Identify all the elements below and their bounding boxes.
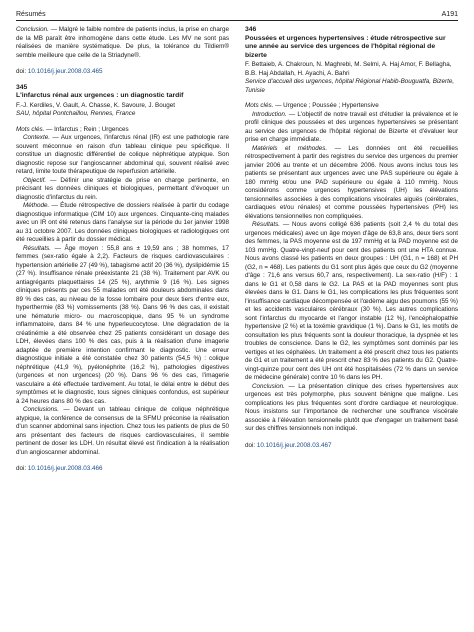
materiels-text: — Les données ont été recueillies rétrospectivement à partir des registres du service des urgences du premier janvier 2006 au trente et un décembre 2006. Nous avons inclus tous les patients se présentant aux urgences avec une PAS supérieure ou égale à 180 mmHg et/ou une PAD supérieure ou égale à 110 mmHg. Nous considérons comme urgences hypertensives (UH) les élévations tensionnelles associées à des complications viscérales aiguës (cérébrales, cardiaques et/ou rénales) et comme poussées hypertensives (PH) les élévations tensionnelles non compliquées. xyxy=(245,144,459,220)
contexte-text: — Aux urgences, l'infarctus rénal (IR) est une pathologie rare souvent méconnue en raison d'un tableau clinique peu spécifique. Il constitue un diagnostic différentiel de colique néphrétique atypique. Son diagnostic repose sur l'angioscanner abdominal qui, souvent réalisé avec retard, limite toute thérapeutique de reperfusion artérielle. xyxy=(16,134,229,175)
previous-doi xyxy=(16,68,229,77)
right-column xyxy=(245,26,458,450)
methode-label: Méthode. xyxy=(23,202,50,209)
objectif-label: Objectif. xyxy=(23,176,47,184)
left-column xyxy=(16,26,229,474)
section-conclusions xyxy=(16,406,229,457)
doi-link[interactable]: 10.1016/j.jeur.2008.03.466 xyxy=(27,465,103,472)
section-resultats xyxy=(245,221,458,383)
doi-link[interactable]: 10.1016/j.jeur.2008.03.465 xyxy=(27,68,103,75)
previous-conclusion-text: — Malgré le faible nombre de patients inclus, la prise en charge de la MB paraît être inhomogène dans cette étude. Les MV ne sont pas réalisées de manière systématique. De plus, la tolérance du Tildiem® semble meilleure que celle de la Striadyne®. xyxy=(16,26,229,59)
section-resultats xyxy=(16,245,229,407)
keywords xyxy=(245,102,458,111)
conclusions-label: Conclusions. xyxy=(23,406,60,413)
article-affiliation: SAU, hôpital Pontchaillou, Rennes, France xyxy=(16,110,136,117)
keywords-label: Mots clés. xyxy=(16,125,45,133)
resultats-label: Résultats. xyxy=(23,244,51,252)
methode-text: — Étude rétrospective de dossiers réalisée à partir du codage diagnostique informatique (CIM 10) aux urgences. Cinquante-cinq malades avec un IR ont été retenus dans l'analyse sur la période du 1er janvier 1998 au 31 octobre 2007. Les données cliniques biologiques et radiologiques ont été recueillies à partir du dossier médical. xyxy=(16,202,230,243)
keywords-text: — Infarctus ; Rein ; Urgences xyxy=(46,125,129,133)
conclusion-text: — La présentation clinique des crises hypertensives aux urgences est très polymorphe, plus souvent bénigne que maligne. Les complications les plus fréquentes sont d'ordre cardiaque et neurologique. Nous insistons sur l'importance de rechercher une souffrance viscérale associée à l'élévation tensionnelle plutôt que d'engager un traitement basé sur des chiffres tensionnels non indiqué. xyxy=(245,382,458,432)
article-affiliation: Service d'accueil des urgences, hôpital Régional Habib-Bouguatfa, Bizerte, Tunisie xyxy=(245,78,455,94)
section-conclusion xyxy=(245,383,458,434)
resultats-text: — Nous avons colligé 636 patients (soit 2,4 % du total des urgences médicales) avec un âge moyen d'âge de 63,8 ans, deux tiers sont des femmes, la PAS moyenne est de 197 mmHg et la PAD moyenne est de 103 mmHg. Quatre-vingt-neuf pour cent des patients ont une HTA connue. Nous avons classé les patients en deux groupes : UH (G1, n = 168) et PH (G2, n = 468). Les patients du G1 sont plus âgés que ceux du G2 (moyenne d'âge : 71,6 ans versus 60,7 ans, respectivement). La sex-ratio (H/F) : 1 dans le G1 et 0,58 dans le G2. La PAS et la PAD moyennes sont plus élevées dans le G1. Dans le G1, les complications les plus fréquentes sont l'insuffisance cardiaque décompensée et l'œdème aigu des poumons (55 %) et les accidents vasculaires cérébraux (30 %). Les autres complications sont l'infarctus du myocarde et l'angor instable (12 %), l'encéphalopathie hypertensive (2 %) et la toxémie gravidique (1 %). Dans le G1, les motifs de consultation les plus fréquents sont la douleur thoracique, la dyspnée et les troubles de conscience. Dans le G2, les symptômes sont dominés par les vertiges et les céphalées. Un traitement a été prescrit chez tous les patients de G1 et un traitement a été prescrit chez 83 % des patients du G2. Quatre-vingt-quinze pour cent des UH ont été hospitalisées (72 % dans un service de médecine générale) contre 10 % dans les PH. xyxy=(245,221,459,381)
doi-prefix: doi: xyxy=(16,68,27,75)
header-rule xyxy=(16,20,458,21)
article-number: 346 xyxy=(245,26,257,33)
doi-prefix: doi: xyxy=(16,465,27,472)
resultats-label: Résultats. xyxy=(252,221,280,228)
article-doi xyxy=(16,465,229,474)
keywords-text: — Urgence ; Poussée ; Hypertensive xyxy=(275,102,379,109)
section-contexte xyxy=(16,134,229,177)
article-title: Poussées et urgences hypertensives : étude rétrospective sur une année au service des urgences de l'hôpital régional de bizerte xyxy=(245,34,446,59)
resultats-text: — Âge moyen : 55,8 ans ± 19,59 ans ; 38 hommes, 17 femmes (sex-ratio égale à 2,2). Facteurs de risques cardiovasculaires : hypertension artérielle 27 (49 %), tabagisme actif 20 (36 %), dyslipidémie 15 (27 %). Insuffisance rénale préexistante 21 (38 %). Traitement par AVK ou antiagrégants plaquettaires 14 (25 %), arythmie 9 (16 %). Les signes cliniques présents par ces 55 malades ont été douleurs abdominales dans 89 % des cas, au niveau de la fosse lombaire pour deux tiers d'entre eux, hyperthermie (83 %) vomissements (38 %). Dans 96 % des cas, il existait une hématurie micro- ou macroscopique, dans 95 % un syndrome inflammatoire, dans 84 % une hyperleucocytose. Une dégradation de la créatinémie a été observée chez 25 patients considérant un dosage des LDH, élevées dans 100 % des cas, puis à la réalisation d'une imagerie adaptée de première intention confirmant le diagnostic. Une erreur diagnostique initiale a été constatée chez 30 patients (54,5 %) : colique néphrétique (41,9 %), pyélonéphrite (16,2 %), pathologies digestives (urgences et non urgences) (20 %). Dans 96 % des cas, l'imagerie vasculaire a été effectuée tardivement. Au total, le délai entre le début des symptômes et le diagnostic, tous signes cliniques confondus, est supérieur à 24 heures dans 80 % des cas. xyxy=(16,244,229,405)
doi-link[interactable]: 10.1016/j.jeur.2008.03.467 xyxy=(256,441,332,449)
running-header xyxy=(16,6,458,18)
previous-conclusion-label: Conclusion. xyxy=(16,26,49,33)
objectif-text: — Définir une stratégie de prise en charge pertinente, en précisant les données cliniques et biologiques, permettant d'évoquer un diagnostic d'infarctus du rein. xyxy=(16,176,229,201)
page-number: A191 xyxy=(441,11,458,18)
introduction-text: — L'objectif de notre travail est d'étudier la prévalence et le profil clinique des poussées et des urgences hypertensives se présentant au service des urgences de l'hôpital régional de Bizerte et d'évaluer leur prise en charge immédiate. xyxy=(245,110,458,143)
materiels-label: Matériels et méthodes. xyxy=(252,144,328,152)
keywords-label: Mots clés. xyxy=(245,102,274,109)
section-introduction xyxy=(245,111,458,145)
keywords xyxy=(16,126,229,135)
article-doi xyxy=(245,442,458,451)
conclusion-label: Conclusion. xyxy=(252,382,285,390)
introduction-label: Introduction. xyxy=(252,110,287,118)
article-title: L'infarctus rénal aux urgences : un diagnostic tardif xyxy=(16,92,184,99)
article-authors: F. Bettaieb, A. Chakroun, N. Maghrebi, M. Selmi, A. Haj Amor, F. Bellagha, B.B. Haj Abdallah, H. Ayachi, A. Bahri xyxy=(245,61,452,77)
article-number: 345 xyxy=(16,83,28,91)
section-materiels-methodes xyxy=(245,145,458,222)
section-methode xyxy=(16,202,229,245)
conclusions-text: — Devant un tableau clinique de colique néphrétique atypique, la conférence de consensus de la SFMU préconise la réalisation d'un scanner abdominal sans injection. Chez tous les patients de plus de 50 ans présentant des facteurs de risques cardiovasculaires, il semble pertinent de doser les LDH. Un résultat élevé est l'indication à la réalisation d'un angioscanner abdominal. xyxy=(16,406,230,456)
previous-conclusion xyxy=(16,26,229,60)
doi-prefix: doi: xyxy=(245,441,256,449)
section-objectif xyxy=(16,177,229,203)
article-authors: F.-J. Kerdiles, V. Gault, A. Chasse, K. Savoure, J. Bouget xyxy=(16,101,176,109)
journal-section-title: Résumés xyxy=(16,11,46,18)
contexte-label: Contexte. xyxy=(23,134,50,141)
